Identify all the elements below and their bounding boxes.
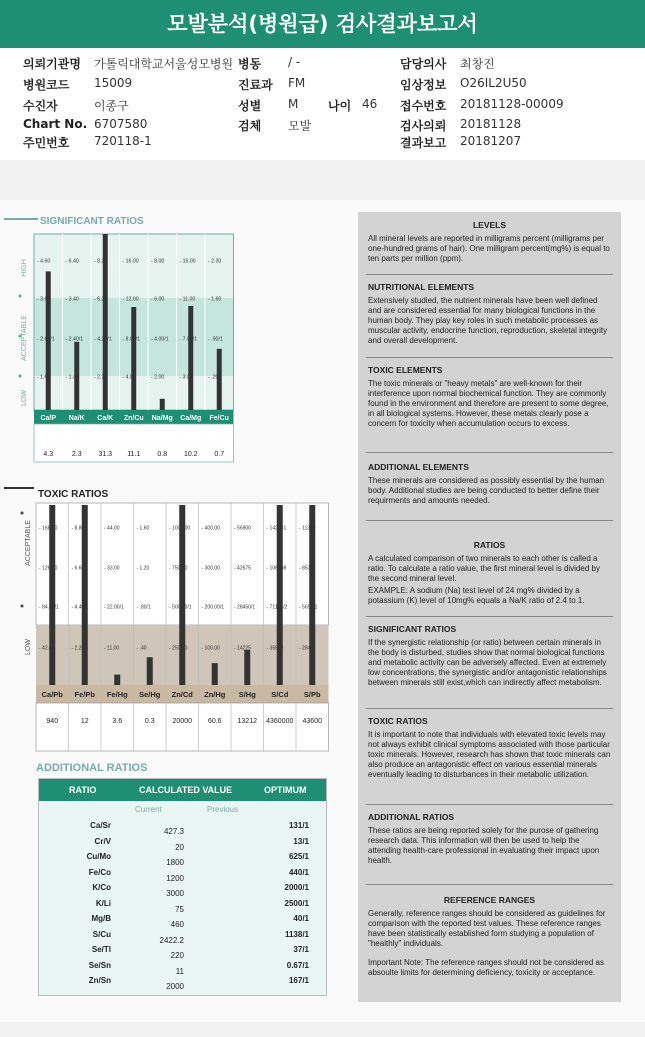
value-label: 3.6 <box>112 718 123 725</box>
nutritional-heading: NUTRITIONAL ELEMENTS <box>368 282 475 292</box>
tick-label: - 7.00/1 <box>179 336 198 343</box>
additional-row <box>39 961 326 977</box>
zone-label-low: LOW <box>21 390 28 406</box>
category-label: Ca/P <box>40 415 57 422</box>
ratio-optimum: 13/1 <box>293 836 309 846</box>
levels-text: All mineral levels are reported in milligrams percent (milligrams per one-hundred grams of hair). One milligram percent(mg%) is equal to ten parts per million (ppm). <box>368 234 610 263</box>
additional-ratios-text: These ratios are being reported solely for the purose of gathering research data. This information will then be used to help the attending health-care professional in evaluating their impact upon health. <box>368 826 600 865</box>
category-label: Na/Mg <box>151 415 173 422</box>
bar-s-cd <box>277 505 283 685</box>
category-label: Zn/Hg <box>204 690 226 699</box>
explanation-panel <box>358 212 621 1002</box>
divider <box>366 452 613 453</box>
tick-label: - 35562 <box>266 645 284 652</box>
tick-label: - .80/1 <box>136 604 151 611</box>
axis-marker <box>19 375 22 378</box>
additional-row <box>39 868 326 884</box>
bar-s-hg <box>244 650 250 685</box>
axis-marker <box>21 512 24 515</box>
patient-info <box>0 50 645 154</box>
reference-ranges-heading: REFERENCE RANGES <box>443 895 536 905</box>
tick-label: - 3.60 <box>37 296 51 303</box>
tick-label: - 16.00 <box>122 258 139 265</box>
ratio-name: Ca/Sr <box>90 821 111 830</box>
additional-row <box>39 852 326 868</box>
ratio-name: S/Cu <box>92 929 111 939</box>
bar-ca-mg <box>188 306 193 410</box>
value-label: 0.3 <box>144 718 155 725</box>
tox-heading-rule <box>4 487 34 489</box>
category-label: Ca/K <box>97 415 114 422</box>
value-label: 13212 <box>237 718 257 725</box>
category-label: S/Pb <box>303 690 321 699</box>
bar-zn-cd <box>179 505 185 685</box>
tick-label: - 100.00 <box>201 645 220 652</box>
tick-label: - 168.00 <box>39 525 58 532</box>
ratio-name: K/Co <box>92 883 111 892</box>
tick-label: - 22.00/1 <box>104 604 124 611</box>
value-age: 46 <box>362 97 378 111</box>
value-patient: 이종구 <box>94 99 129 113</box>
ratios-example: EXAMPLE: A sodium (Na) test level of 24 mg% divided by a potassium (K) level of 10mg% equals a Na/K ratio of 2.4 to 1. <box>368 586 585 605</box>
tick-label: - 12.00 <box>122 296 139 303</box>
ratio-name: Fe/Co <box>88 867 111 877</box>
ratio-optimum: 40/1 <box>293 914 309 923</box>
zone-label-acceptable: ACCEPTABLE <box>25 520 32 566</box>
additional-elements-heading: ADDITIONAL ELEMENTS <box>368 462 469 472</box>
tick-label: - 126.00 <box>39 565 58 572</box>
label-institution: 의뢰기관명 <box>23 57 81 71</box>
significant-ratios-text: If the synergistic relationship (or ratio) between certain minerals in the body is disturbed, studies show that normal biological functions and metabolic activity can be adversely affected. Even at extremely low concentrations, the synergistic and/or antagonistic relationships between minerals still exist,which can indirectly affect metabolism. <box>368 638 607 687</box>
zone-label-acceptable: ACCEPTABLE <box>21 315 28 361</box>
tick-label: - 2.30 <box>208 258 222 265</box>
ratio-optimum: 625/1 <box>288 852 309 861</box>
divider <box>366 520 613 521</box>
category-label: Na/K <box>68 415 85 422</box>
axis-marker <box>21 605 24 608</box>
reference-ranges-text: Generally, reference ranges should be considered as guidelines for comparison with the reported test values. These reference ranges have been statistically established form studying a population of "healthly" individuals. <box>368 909 606 948</box>
report-title: 모발분석(병원급) 검사결과보고서 <box>0 0 645 48</box>
tick-label: - 4.20/1 <box>94 336 112 343</box>
category-label: Zn/Cu <box>123 415 144 422</box>
tick-label: - .20 <box>208 374 219 381</box>
toxic-elements-heading: TOXIC ELEMENTS <box>368 365 443 375</box>
axis-marker <box>19 295 22 298</box>
levels-heading: LEVELS <box>472 220 507 230</box>
additional-row <box>39 821 326 837</box>
value-label: 20000 <box>172 718 192 725</box>
value-label: 10.2 <box>183 451 198 458</box>
tick-label: - 250.00 <box>169 645 188 652</box>
value-label: 940 <box>46 718 59 725</box>
divider <box>366 357 613 358</box>
tick-label: - 6.40 <box>65 258 79 265</box>
additional-ratios <box>6 762 325 994</box>
tick-label: - 2.20 <box>71 645 85 652</box>
value-label: 0.7 <box>214 451 225 458</box>
bar-fe-hg <box>114 675 120 685</box>
ratio-optimum: 2000/1 <box>284 883 309 892</box>
sub-current: Current <box>135 805 162 814</box>
sig-heading: SIGNIFICANT RATIOS <box>40 216 144 227</box>
value-label: 4.3 <box>43 451 54 458</box>
value-sex: M <box>288 97 299 111</box>
tick-label: - 500.00/1 <box>169 604 192 611</box>
additional-row <box>39 976 326 992</box>
ratio-optimum: 2500/1 <box>284 898 309 908</box>
tick-label: - 200.00/1 <box>201 604 225 611</box>
nutritional-text: Extensively studied, the nutrient minerals have been well defined and are considered essential for many biological functions in the human body. They play key roles in such metabolic processes as muscular activity, endocrine function, reproduction, skeletal integrity and overall development. <box>368 296 608 345</box>
additional-table-header <box>39 779 326 801</box>
tick-label: - 33.00 <box>104 565 120 572</box>
tick-label: - 1.60 <box>136 525 150 532</box>
tick-label: - 2.60/1 <box>37 336 55 343</box>
label-receipt-no: 접수번호 <box>400 99 447 113</box>
tick-label: - 6.00 <box>151 296 165 303</box>
zone-label-high: HIGH <box>21 259 28 277</box>
divider <box>366 884 613 885</box>
label-specimen: 검체 <box>238 119 262 133</box>
category-label: S/Hg <box>238 690 256 699</box>
value-chart-no: 6707580 <box>94 117 148 131</box>
category-label: S/Cd <box>271 690 289 699</box>
bar-fe-pb <box>82 505 88 685</box>
value-label: 43600 <box>302 718 322 725</box>
value-institution: 가톨릭대학교서울성모병원 <box>94 57 234 71</box>
category-label: Ca/Mg <box>180 415 202 422</box>
tick-label: - 2.00 <box>151 374 165 381</box>
tick-label: - 1.60 <box>208 296 222 303</box>
tick-label: - 8.20 <box>94 258 108 265</box>
bar-ca-pb <box>49 505 55 685</box>
label-chart-no: Chart No. <box>23 117 88 131</box>
tick-label: - 11380 <box>299 525 316 532</box>
additional-heading: ADDITIONAL RATIOS <box>36 762 148 774</box>
tick-label: - 14225 <box>234 645 251 652</box>
axis-marker <box>19 335 22 338</box>
value-label: 12 <box>80 718 89 725</box>
additional-elements-text: These minerals are considered as possibly essential by the human body. Additional studies are being conducted to better define their requirments and amounts needed. <box>368 476 605 505</box>
label-clinical-info: 임상정보 <box>400 78 447 92</box>
important-note: Important Note: The reference ranges should not be considered as absoulte limits for determining deficiency, toxicity or acceptance. <box>368 958 604 977</box>
divider <box>366 804 613 805</box>
label-resident-no: 주민번호 <box>23 136 70 150</box>
tick-label: - 1.60 <box>37 374 51 381</box>
value-label: 0.8 <box>157 451 168 458</box>
ratio-name: Se/Tl <box>91 945 111 954</box>
ratios-text: A calculated comparison of two minerals to each other is called a ratio. To calculate a ratio value, the first mineral level is divided by the second mineral level. <box>368 554 600 583</box>
tick-label: - 750.00 <box>169 565 188 572</box>
tick-label: - 28450/1 <box>234 604 256 611</box>
tick-label: - 3.40 <box>65 296 79 303</box>
category-label: Fe/Hg <box>106 690 128 699</box>
ratio-current: 1800 <box>166 858 184 867</box>
label-ward: 병동 <box>238 57 262 71</box>
ratio-current: 3000 <box>166 889 184 898</box>
ratio-current: 460 <box>170 920 184 929</box>
tick-label: - 8.00/1 <box>122 336 141 343</box>
tick-label: - .40 <box>136 645 147 652</box>
divider <box>366 274 613 275</box>
tick-label: - 6.60 <box>71 565 85 572</box>
tick-label: - 106698 <box>266 565 287 572</box>
tick-label: - 2.20 <box>94 374 108 381</box>
tick-label: - 8535 <box>299 565 314 572</box>
label-department: 진료과 <box>238 78 273 92</box>
tick-label: - 11.00 <box>104 645 120 652</box>
value-specimen: 모발 <box>288 119 312 133</box>
tick-label: - 42675 <box>234 565 251 572</box>
tick-label: - .90/1 <box>208 336 223 343</box>
col-optimum: OPTIMUM <box>264 785 307 795</box>
sig-heading-rule <box>4 218 38 220</box>
value-ward: / - <box>288 55 301 69</box>
tick-label: - 1.20 <box>136 565 150 572</box>
ratio-optimum: 37/1 <box>293 945 309 954</box>
additional-ratios-heading: ADDITIONAL RATIOS <box>368 812 455 822</box>
bar-zn-hg <box>212 663 218 685</box>
value-resident-no: 720118-1 <box>94 134 152 148</box>
value-doctor: 최창진 <box>460 57 495 71</box>
tick-label: - 2.40/1 <box>65 336 84 343</box>
toxic-ratios-chart <box>4 483 334 755</box>
tick-label: - 84.00/1 <box>39 604 59 611</box>
label-age: 나이 <box>328 99 352 113</box>
ratio-name: Cu/Mo <box>86 852 111 861</box>
ratio-optimum: 0.67/1 <box>286 960 309 970</box>
bar-zn-cu <box>131 307 136 410</box>
label-sex: 성별 <box>238 99 262 113</box>
tick-label: - 1.40 <box>65 374 79 381</box>
tick-label: - 8.00 <box>151 258 165 265</box>
tick-label: - 142261 <box>266 525 287 532</box>
ratio-current: 2422.2 <box>159 935 184 945</box>
zone-label-low: LOW <box>25 639 32 655</box>
value-label: 4360000 <box>266 718 294 725</box>
ratio-name: Mg/B <box>91 914 111 923</box>
tox-values-box <box>36 703 329 751</box>
additional-row <box>39 883 326 899</box>
ratio-current: 20 <box>175 842 184 852</box>
tick-label: - 71124/2 <box>266 604 288 611</box>
value-label: 2.3 <box>71 451 82 458</box>
bar-s-pb <box>309 505 315 685</box>
col-ratio: RATIO <box>69 785 97 795</box>
category-label: Ca/Pb <box>41 690 63 699</box>
significant-ratios-chart <box>4 210 244 472</box>
ratio-current: 220 <box>170 951 184 960</box>
zone-high <box>34 234 234 298</box>
tick-label: - 4.40/1 <box>71 604 89 611</box>
additional-row <box>39 899 326 915</box>
additional-row <box>39 914 326 930</box>
tick-label: - 4.00 <box>122 374 136 381</box>
value-hospital-code: 15009 <box>94 76 133 90</box>
tox-heading: TOXIC RATIOS <box>38 489 109 500</box>
tick-label: - 2845 <box>299 645 314 652</box>
value-clinical-info: O26IL2U50 <box>460 76 527 90</box>
label-hospital-code: 병원코드 <box>23 78 70 92</box>
divider <box>366 616 613 617</box>
sub-previous: Previous <box>207 805 239 814</box>
value-request-date: 20181128 <box>460 117 522 131</box>
value-receipt-no: 20181128-00009 <box>460 97 564 111</box>
ratio-current: 1200 <box>166 873 184 883</box>
tick-label: - 8.80 <box>71 525 85 532</box>
ratio-current: 2000 <box>166 982 184 991</box>
ratio-optimum: 131/1 <box>288 821 309 830</box>
significant-ratios-heading: SIGNIFICANT RATIOS <box>368 624 457 634</box>
value-label: 31.3 <box>98 451 113 458</box>
tick-label: - 42.00 <box>39 645 55 652</box>
value-report-date: 20181207 <box>460 134 522 148</box>
tick-label: - 15.00 <box>179 258 196 265</box>
ratio-current: 427.3 <box>163 827 184 836</box>
tick-label: - 5690/1 <box>299 604 318 611</box>
category-label: Se/Hg <box>139 690 161 699</box>
additional-row <box>39 930 326 946</box>
value-label: 11.1 <box>127 451 141 458</box>
tick-label: - 400.00 <box>201 525 220 532</box>
ratios-heading: RATIOS <box>473 540 506 550</box>
ratio-optimum: 167/1 <box>288 976 309 985</box>
tick-label: - 6.20 <box>94 296 108 303</box>
additional-table <box>38 778 327 996</box>
tick-label: - 1000.00 <box>169 525 191 532</box>
toxic-ratios-text: It is important to note that individuals with elevated toxic levels may not always exhibit clinical symptoms associated with those particular toxic minerals. However, research has shown that toxic minerals can also produce an antagonistic effect on various essential minerals eventually leading to disturbances in their metabolic utilization. <box>368 730 611 779</box>
toxic-elements-text: The toxic minerals or "heavy metals" are well-known for their interference upon normal biochemical function. They are commonly found in the environment and therefore are present to some degree, in all biological systems. However, these metals clearly pose a concern for toxicity when accumulation occurs to excess. <box>368 379 609 428</box>
ratio-current: 11 <box>175 966 184 976</box>
value-department: FM <box>288 76 306 90</box>
ratio-current: 75 <box>175 904 184 914</box>
divider <box>366 708 613 709</box>
value-label: 60.6 <box>207 718 222 725</box>
label-request-date: 검사의뢰 <box>400 119 447 133</box>
category-label: Fe/Cu <box>209 415 229 422</box>
ratio-name: K/Li <box>95 898 111 908</box>
label-report-date: 결과보고 <box>400 136 447 150</box>
ratio-name: Cr/V <box>94 836 111 846</box>
tick-label: - 44.00 <box>104 525 120 532</box>
ratio-optimum: 440/1 <box>288 867 309 877</box>
category-label: Zn/Cd <box>171 690 193 699</box>
tick-label: - 11.00 <box>179 296 196 303</box>
label-doctor: 담당의사 <box>400 57 447 71</box>
tick-label: - 4.60 <box>37 258 51 265</box>
tick-label: - 56900 <box>234 525 251 532</box>
col-calculated: CALCULATED VALUE <box>139 785 233 795</box>
tick-label: - 300.00 <box>201 565 220 572</box>
bar-se-hg <box>147 657 153 685</box>
ratio-name: Se/Sn <box>88 960 111 970</box>
tick-label: - 3.00 <box>179 374 193 381</box>
ratio-name: Zn/Sn <box>88 976 111 985</box>
category-label: Fe/Pb <box>74 690 95 699</box>
tick-label: - 4.00/1 <box>151 336 169 343</box>
ratio-optimum: 1138/1 <box>284 929 309 939</box>
toxic-ratios-heading: TOXIC RATIOS <box>368 716 428 726</box>
label-patient: 수진자 <box>23 99 58 113</box>
additional-row <box>39 837 326 853</box>
bar-na-mg <box>160 399 165 410</box>
additional-row <box>39 945 326 961</box>
